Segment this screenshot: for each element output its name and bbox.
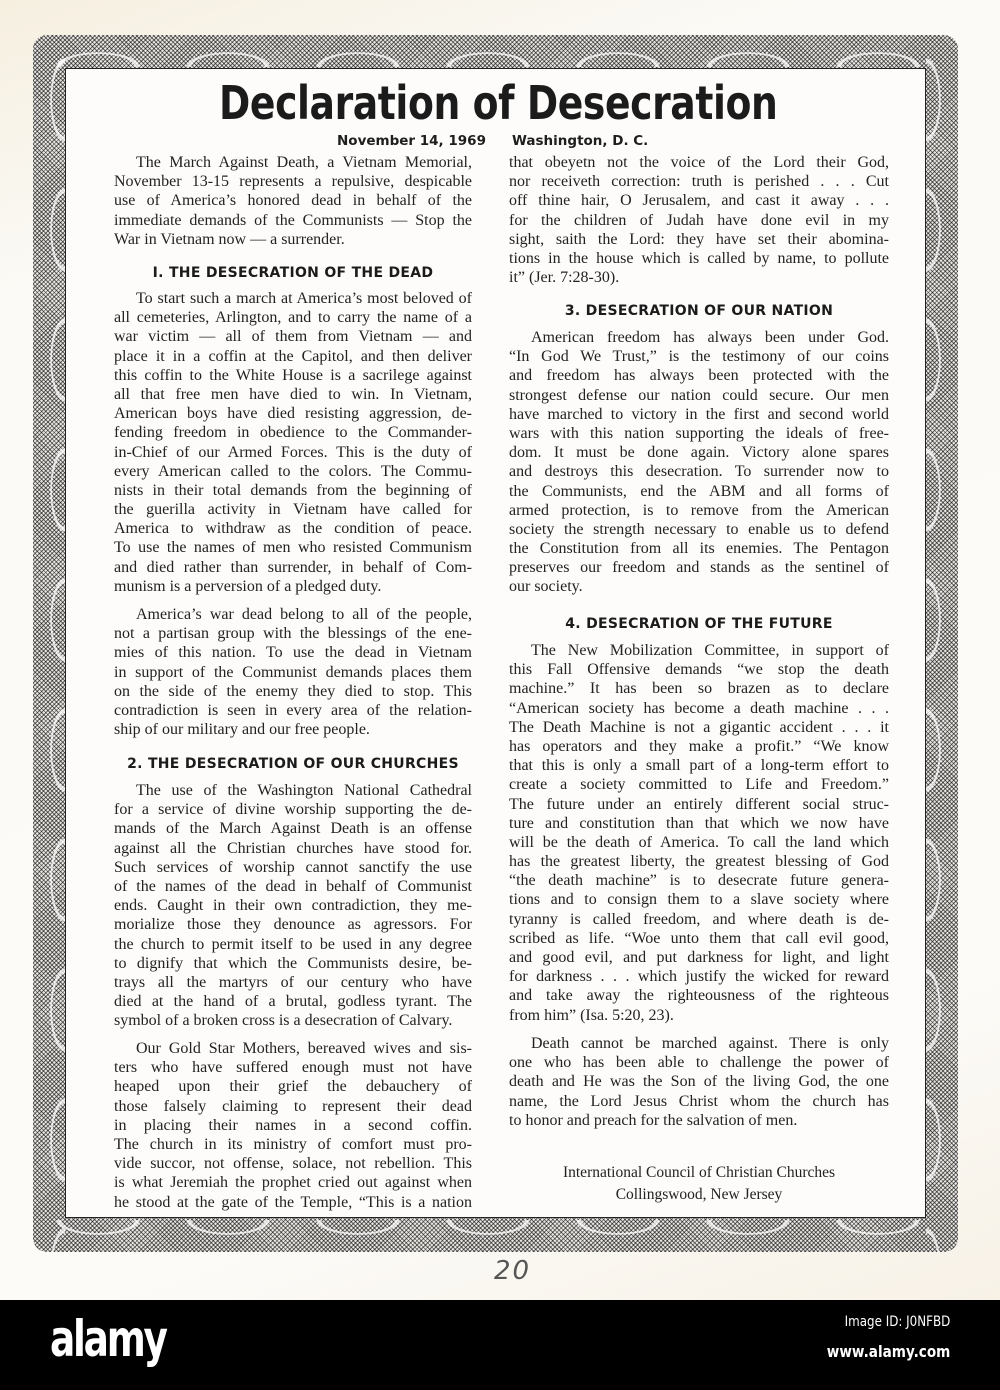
text-line: tions and to consign them to a slave society where: [509, 891, 889, 909]
text-line: American boys have died resisting aggression, de-: [114, 405, 472, 423]
text-line: tions in the house which is called by name, to pollute: [509, 249, 889, 267]
text-line: immediate demands of the Communists — Stop the: [114, 211, 472, 229]
watermark-logo: alamy: [50, 1310, 166, 1368]
text-line: died at the hand of a brutal, godless tyrant. The: [114, 993, 472, 1011]
section-heading: 2. THE DESECRATION OF OUR CHURCHES: [127, 756, 459, 772]
text-line: The March Against Death, a Vietnam Memorial,: [136, 154, 472, 171]
text-line: of the names of the dead in behalf of Communist: [114, 877, 472, 895]
paragraph: [509, 153, 889, 287]
text-line: symbol of a broken cross is a desecration of Calvary.: [114, 1012, 453, 1030]
text-line: in placing their names in a second coffin.: [114, 1116, 472, 1134]
text-line: nor receiveth correction: truth is perished . . . Cut: [509, 173, 889, 191]
text-line: death and He was the Son of the living God, the one: [509, 1073, 889, 1091]
text-line: off thine hair, O Jerusalem, and cast it away . . .: [509, 192, 889, 210]
text-line: he stood at the gate of the Temple, “This is a nation: [114, 1193, 472, 1211]
text-line: Such services of worship cannot sanctify the use: [114, 858, 472, 876]
document-title: Declaration of Desecration: [218, 76, 778, 130]
text-line: America’s war dead belong to all of the people,: [136, 606, 472, 623]
date: November 14, 1969: [337, 133, 486, 149]
text-line: The New Mobilization Committee, in support of: [531, 642, 889, 659]
text-line: all cemeteries, Arlington, and to carry the name of a: [114, 309, 472, 327]
text-line: in support of the Communist demands places them: [114, 663, 472, 681]
text-line: mies of this nation. To use the dead in Vietnam: [114, 644, 472, 662]
text-line: to dignify that which the Communists desire, be-: [114, 954, 472, 972]
text-line: it” (Jer. 7:28-30).: [509, 269, 620, 287]
text-line: and take away the righteousness of the righteous: [509, 987, 889, 1005]
text-line: War in Vietnam now — a surrender.: [114, 230, 345, 248]
text-line: that this is only a small part of a long-term effort to: [509, 757, 889, 775]
text-line: preserves our freedom and stands as the sentinel of: [509, 559, 889, 577]
text-line: November 13-15 represents a repulsive, despicable: [114, 173, 472, 191]
text-line: from him” (Isa. 5:20, 23).: [509, 1006, 674, 1024]
text-line: To start such a march at America’s most beloved of: [136, 290, 472, 307]
text-line: and good evil, and put darkness for light, and light: [509, 949, 889, 966]
text-line: To use the names of men who resisted Communism: [114, 539, 472, 557]
text-line: every American called to the colors. The Commu-: [114, 462, 472, 480]
text-line: Our Gold Star Mothers, bereaved wives and sis-: [136, 1040, 472, 1057]
text-line: dom. It must be done again. Victory alone spares: [509, 444, 889, 462]
text-line: war victim — all of them from Vietnam — and: [114, 328, 472, 346]
text-line: has the greatest liberty, the greatest blessing of God: [509, 853, 889, 871]
text-line: have marched to victory in the first and second world: [509, 405, 889, 423]
text-line: place it in a coffin at the Capitol, and then deliver: [114, 347, 472, 365]
text-line: Death cannot be marched against. There is only: [531, 1035, 889, 1052]
text-line: “In God We Trust,” is the testimony of our coins: [509, 348, 889, 366]
text-line: on the side of the enemy they died to stop. This: [114, 682, 472, 700]
text-line: that obeyetn not the voice of the Lord their God,: [509, 154, 889, 171]
text-line: for darkness . . . which justify the wicked for reward: [509, 968, 889, 986]
signature-block: [509, 1162, 889, 1206]
text-line: against all the Christian churches have stood for.: [114, 839, 472, 857]
text-line: and destroys this desecration. To surrender now to: [509, 463, 889, 481]
paragraph: [114, 153, 472, 249]
text-line: armed protection, is to remove from the American: [509, 501, 889, 519]
border-scallops-bottom: [33, 1220, 958, 1252]
text-line: for a service of divine worship supporting the de-: [114, 801, 472, 819]
paragraph: [114, 1039, 472, 1212]
border-scallops-right: [926, 35, 958, 1252]
text-line: this Fall Offensive demands “we stop the death: [509, 661, 889, 679]
text-line: all that free men have died to win. In Vietnam,: [114, 385, 472, 403]
text-line: to honor and preach for the salvation of men.: [509, 1111, 798, 1129]
text-line: society the strength necessary to enable us to defend: [509, 520, 889, 538]
text-line: ters who have suffered enough must not have: [114, 1059, 472, 1077]
watermark-bar: [0, 1300, 1000, 1390]
text-line: sight, saith the Lord: they have set their abomina-: [509, 230, 889, 248]
text-line: the Constitution from all its enemies. The Pentagon: [509, 540, 889, 558]
handwritten-page-number: 20: [494, 1256, 532, 1286]
text-line: use of America’s honored dead in behalf of the: [114, 192, 472, 210]
text-line: scribed as life. “Woe unto them that call evil good,: [509, 929, 889, 947]
text-line: has operators and they make a profit.” “We know: [509, 737, 889, 755]
paragraph: [114, 781, 472, 1030]
section-heading: I. THE DESECRATION OF THE DEAD: [152, 265, 434, 281]
text-line: will be the death of America. To call the land which: [509, 833, 889, 851]
text-line: for the children of Judah have done evil in my: [509, 211, 889, 229]
text-line: The use of the Washington National Cathedral: [136, 782, 472, 799]
text-line: vide succor, not offense, solace, not rebellion. This: [114, 1155, 472, 1173]
text-line: the Communists, end the ABM and all forms of: [509, 482, 889, 500]
text-line: America to withdraw as the condition of peace.: [114, 520, 472, 538]
text-line: and freedom has always been protected with the: [509, 367, 889, 385]
text-line: ends. Caught in their own contradiction, they me-: [114, 897, 472, 915]
place: Washington, D. C.: [512, 133, 649, 149]
text-line: The Death Machine is not a gigantic accident . . . it: [509, 718, 889, 736]
text-line: strongest defense our nation could secure. Our men: [509, 386, 889, 404]
paragraph: [114, 605, 472, 739]
text-line: nists in their total demands from the beginning of: [114, 481, 472, 499]
text-line: ship of our military and our free people.: [114, 721, 370, 739]
text-line: trays all the martyrs of our century who have: [114, 973, 472, 991]
paragraph: [509, 641, 889, 1025]
text-line: in-Chief of our Armed Forces. This is the duty of: [114, 443, 472, 461]
paragraph: [114, 289, 472, 596]
text-line: not a partisan group with the blessings of the ene-: [114, 625, 472, 643]
text-line: The future under an entirely different social struc-: [509, 795, 889, 813]
watermark-url: www.alamy.com: [826, 1342, 950, 1361]
section-heading: 3. DESECRATION OF OUR NATION: [564, 303, 834, 319]
border-scallops-left: [33, 35, 65, 1252]
text-line: tyranny is called freedom, and where death is de-: [509, 910, 889, 928]
text-line: is what Jeremiah the prophet cried out against when: [114, 1174, 472, 1192]
text-line: American freedom has always been under God.: [531, 329, 889, 346]
text-line: “the death machine” is to desecrate future genera-: [509, 872, 889, 890]
text-line: and died rather than surrender, in behalf of Com-: [114, 558, 472, 576]
text-line: machine.” It has been so brazen as to declare: [509, 680, 889, 698]
text-line: heaped upon their grief the debauchery of: [114, 1078, 472, 1096]
text-line: munism is a perversion of a pledged duty.: [114, 577, 382, 595]
text-line: morialize those they denounce as agressors. For: [114, 916, 472, 934]
text-line: mands of the March Against Death is an offense: [114, 820, 472, 838]
text-line: wars with this nation supporting the ideals of free-: [509, 424, 889, 442]
text-line: the church to permit itself to be used in any degree: [114, 935, 472, 953]
watermark-image-id: Image ID: J0NFBD: [844, 1314, 950, 1330]
border-scallops-top: [33, 35, 958, 67]
paragraph: [509, 1034, 889, 1130]
text-line: this coffin to the White House is a sacrilege against: [114, 366, 472, 384]
text-line: “American society has become a death machine . . .: [509, 699, 889, 717]
text-line: one who has been able to challenge the power of: [509, 1054, 889, 1072]
text-line: name, the Lord Jesus Christ whom the church has: [509, 1092, 889, 1110]
text-line: the guerilla activity in Vietnam have called for: [114, 501, 472, 519]
text-line: The church in its ministry of comfort must pro-: [114, 1135, 472, 1153]
signature-line: Collingswood, New Jersey: [615, 1186, 783, 1203]
paragraph: [509, 328, 889, 597]
text-line: fending freedom in obedience to the Commander-: [114, 424, 472, 442]
text-line: our society.: [509, 578, 583, 596]
text-line: contradiction is seen in every area of the relation-: [114, 701, 472, 719]
section-heading: 4. DESECRATION OF THE FUTURE: [565, 616, 833, 632]
signature-line: International Council of Christian Churches: [562, 1164, 836, 1181]
text-line: those falsely claiming to represent their dead: [114, 1097, 472, 1115]
text-line: create a society committed to Life and Freedom.”: [509, 776, 889, 794]
text-line: ture and constitution than that which we now have: [509, 814, 889, 832]
